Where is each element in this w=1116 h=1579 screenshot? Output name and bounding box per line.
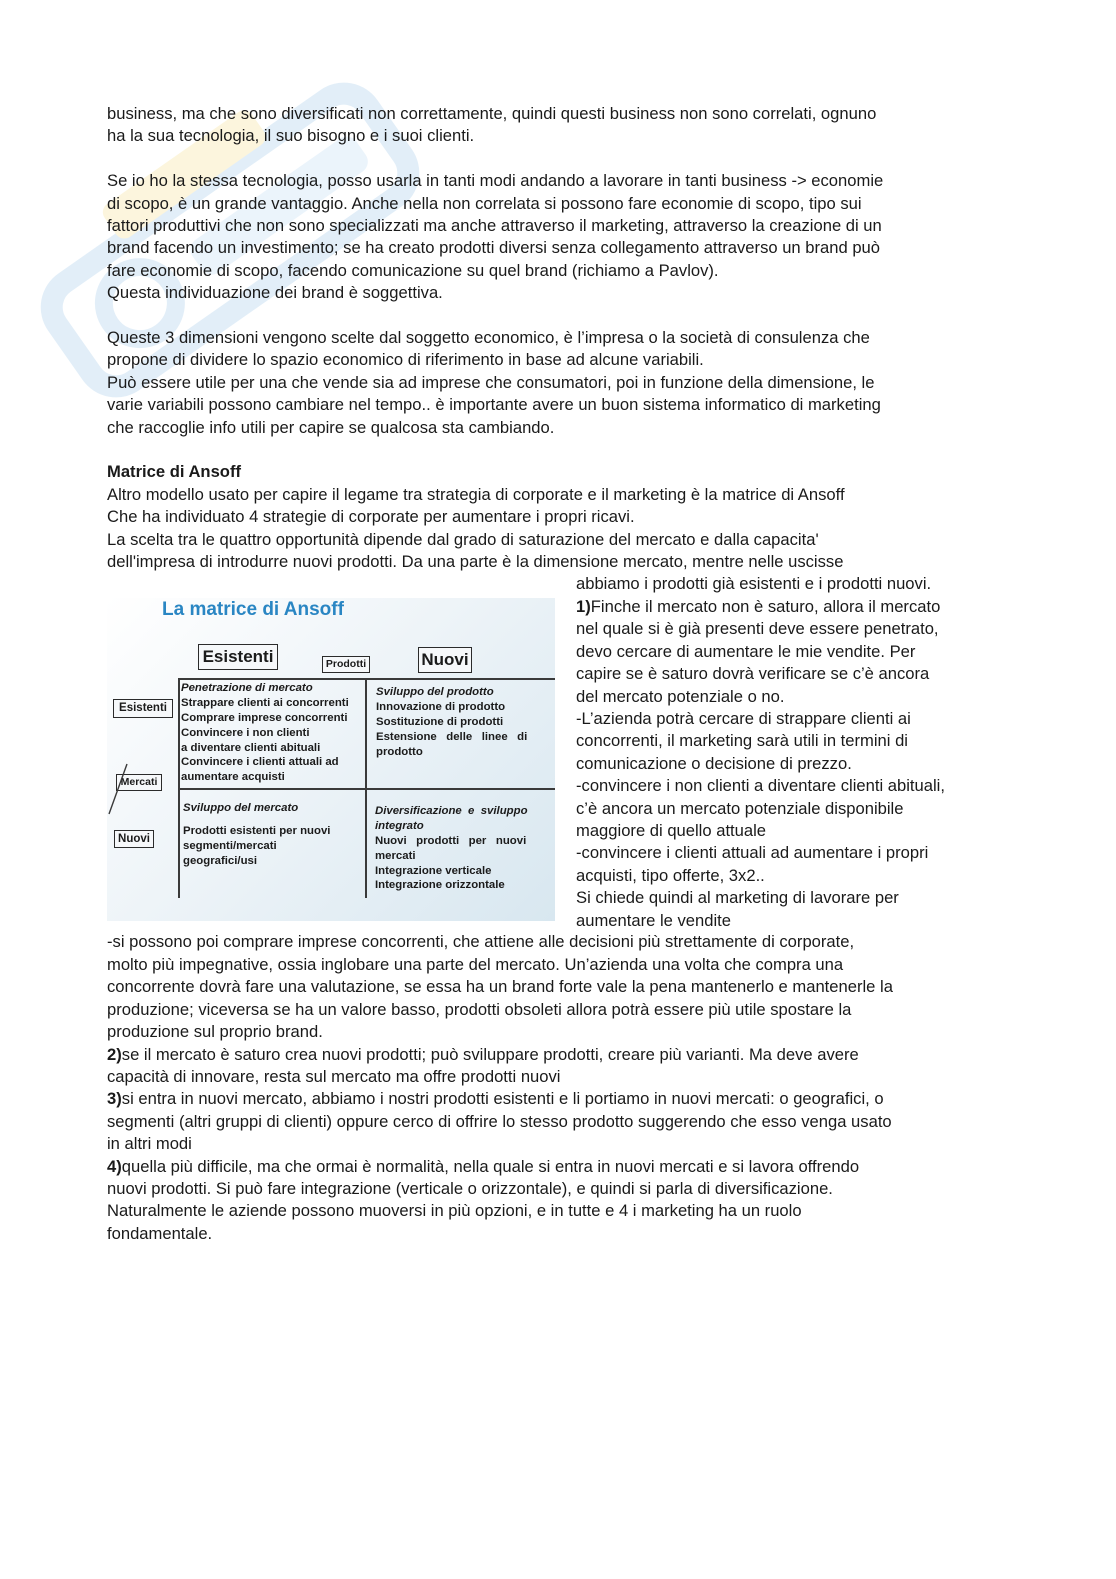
ansoff-matrix-figure xyxy=(107,598,555,921)
numbered-item-2: 2)se il mercato è saturo crea nuovi prodotti; può sviluppare prodotti, creare più varianti. Ma deve avere capacità di innovare, resta sul mercato ma offre prodotti nuovi xyxy=(107,1044,859,1086)
quadrant-title: Sviluppo del prodotto xyxy=(376,686,494,699)
document-page xyxy=(107,103,1007,1245)
quadrant-title: Sviluppo del mercato xyxy=(183,802,299,815)
matrix-title: La matrice di Ansoff xyxy=(162,599,344,621)
row-header-new: Nuovi xyxy=(114,830,154,848)
numbered-item-3: 3)si entra in nuovi mercato, abbiamo i nostri prodotti esistenti e li portiamo in nuovi mercati: o geografici, o segmenti (altri gruppi di clienti) oppure cerco di offrire lo stesso prodotto suggerendo che esso venga usato in altri modi xyxy=(107,1089,892,1154)
quadrant-market-development: Sviluppo del mercato Prodotti esistenti per nuovi segmenti/mercati geografici/usi xyxy=(183,801,363,868)
figure-with-text xyxy=(107,573,1007,931)
paragraph: -si possono poi comprare imprese concorrenti, che attiene alle decisioni più strettamente di corporate, molto più impegnative, ossia inglobare una parte del mercato. Un’azienda una volta che compra una concorrente dovrà fare una valutazione, se essa ha un brand forte vale la pena mantenerlo e mantenerle la produzione; viceversa se ha un valore basso, prodotti obsoleti allora potrà essere più utile spostare la produzione sul proprio brand. xyxy=(107,932,893,1042)
quadrant-market-penetration: Penetrazione di mercato Strappare clienti ai concorrenti Comprare imprese concorrenti Convincere i non clienti a diventare clienti abituali Convincere i clienti attuali ad aumentare acquisti xyxy=(181,681,367,785)
col-header-new: Nuovi xyxy=(418,647,472,673)
quadrant-product-development: Sviluppo del prodotto Innovazione di prodotto Sostituzione di prodotti Estensione delle linee di prodotto xyxy=(376,685,548,759)
paragraph: Se io ho la stessa tecnologia, posso usarla in tanti modi andando a lavorare in tanti business -> economie di scopo, è un grande vantaggio. Anche nella non correlata si possono fare economie di scopo, tipo sui fattori produttivi che non sono specializzati ma anche attraverso il marketing, attraverso la creazione di un brand facendo un investimento; se ha creato prodotti diversi senza collegamento attraverso un brand può fare economie di scopo, facendo comunicazione su quel brand (richiamo a Pavlov). Questa individuazione dei brand è soggettiva. xyxy=(107,171,884,303)
quadrant-diversification: Diversificazione e sviluppo integrato Nuovi prodotti per nuovi mercati Integrazione verticale Integrazione orizzontale xyxy=(375,804,549,893)
paragraph: business, ma che sono diversificati non correttamente, quindi questi business non sono correlati, ognuno ha la sua tecnologia, il suo bisogno e i suoi clienti. xyxy=(107,104,877,146)
quadrant-title: Penetrazione di mercato xyxy=(181,682,313,695)
grid-line xyxy=(178,678,555,680)
right-text-column: abbiamo i prodotti già esistenti e i prodotti nuovi. 1)Finche il mercato non è saturo, allora il mercato nel quale si è già presenti deve essere penetrato, devo cercare di aumentare le mie vendite. Per capire se è saturo dovrà verificare se c’è ancora del mercato potenziale o no. -L’azienda potrà cercare di strappare clienti ai concorrenti, il marketing sarà utili in termini di comunicazione o decisione di prezzo. -convincere i non clienti a diventare clienti abituali, c’è ancora un mercato potenziale disponibile maggiore di quello attuale -convincere i clienti attuali ad aumentare i propri acquisti, tipo offerte, 3x2.. Si chiede quindi al marketing di lavorare per aumentare le vendite xyxy=(576,574,945,930)
axis-label-markets: Mercati xyxy=(116,774,162,791)
numbered-item-4: 4)quella più difficile, ma che ormai è normalità, nella quale si entra in nuovi mercati e si lavora offrendo nuovi prodotti. Si può fare integrazione (verticale o orizzontale), e quindi si parla di diversificazione. Naturalmente le aziende possono muoversi in più opzioni, e in tutte e 4 i marketing ha un ruolo fondamentale. xyxy=(107,1156,860,1243)
paragraph: Queste 3 dimensioni vengono scelte dal soggetto economico, è l’impresa o la società di consulenza che propone di dividere lo spazio economico di riferimento in base ad alcune variabili. Può essere utile per una che vende sia ad imprese che consumatori, poi in funzione della dimensione, le varie variabili possono cambiare nel tempo.. è importante avere un buon sistema informatico di marketing che raccoglie info utili per capire se qualcosa sta cambiando. xyxy=(107,328,881,437)
axis-arrow xyxy=(107,758,177,818)
row-header-existing: Esistenti xyxy=(113,699,173,718)
section-heading: Matrice di Ansoff xyxy=(107,462,241,482)
axis-label-products: Prodotti xyxy=(322,656,370,673)
quadrant-title: Diversificazione e sviluppo xyxy=(375,805,528,818)
intro-paragraph: Altro modello usato per capire il legame tra strategia di corporate e il marketing è la matrice di Ansoff Che ha individuato 4 strategie di corporate per aumentare i propri ricavi. La scelta tra le quattro opportunità dipende dal grado di saturazione del mercato e dalla capacita' dell'impresa di introdurre nuovi prodotti. Da una parte è la dimensione mercato, mentre nelle uscisse xyxy=(107,484,845,572)
col-header-existing: Esistenti xyxy=(198,644,278,670)
grid-line xyxy=(178,788,555,790)
